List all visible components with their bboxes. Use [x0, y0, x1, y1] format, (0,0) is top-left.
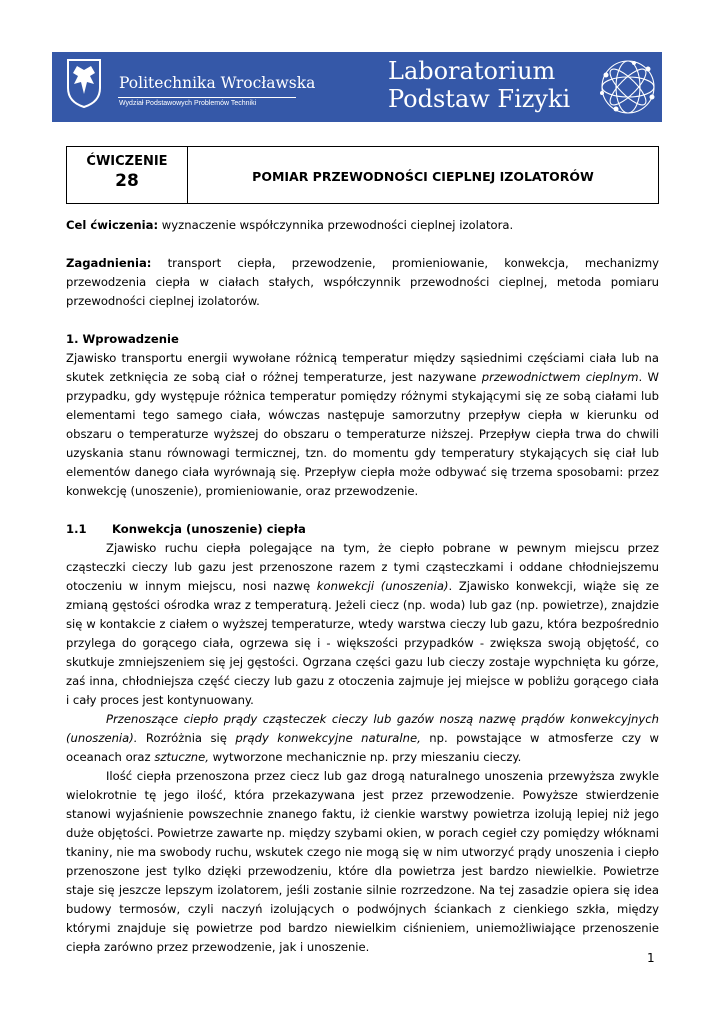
document-body: [66, 216, 659, 957]
section-title: Konwekcja (unoszenie) ciepła: [112, 522, 306, 536]
intro-heading: 1. Wprowadzenie: [66, 332, 179, 346]
topics-text: transport ciepła, przewodzenie, promieniowanie, konwekcja, mechanizmy przewodzenia ciepła w ciałach stałych, współczynnik przewodności cieplnej, metoda pomiaru przewodności cieplnej izolatorów.: [66, 256, 659, 308]
convection-paragraph-3: Ilość ciepła przenoszona przez ciecz lub gaz drogą naturalnego unoszenia przewyższa zwykle wielokrotnie tę jego ilość, która przekazywana jest przez przewodzenie. Powyższe stwierdzenie stanowi wyjaśnienie powszechnie znanego faktu, iż cienkie warstwy powietrza izolują lepiej niż jego duże objętości. Powietrze zawarte np. między szybami okien, w porach cegieł czy pomiędzy włóknami tkaniny, nie ma swobody ruchu, wskutek czego nie mogą się w nim utworzyć prądy unoszenia i ciepło przenoszone jest tylko dzięki przewodzeniu, które dla powietrza jest bardzo niewielkie. Powietrze staje się jeszcze lepszym izolatorem, jeśli zostanie silnie rozrzedzone. Na tej zasadzie opiera się idea budowy termosów, czyli naczyń izolujących o podwójnych ściankach z cienkiego szkła, między którymi znajduje się powietrze pod bardzo niewielkim ciśnieniem, uniemożliwiające przenoszenie ciepła zarówno przez przewodzenie, jak i unoszenie.: [66, 769, 659, 954]
globe-logo-icon: [596, 55, 660, 119]
convection-paragraph-2: Przenoszące ciepło prądy cząsteczek cieczy lub gazów noszą nazwę prądów konwekcyjnych (unoszenia). Rozróżnia się prądy konwekcyjne naturalne, np. powstające w atmosferze czy w oceanach oraz sztuczne, wytworzone mechanicznie np. przy mieszaniu cieczy.: [66, 712, 660, 764]
exercise-header-box: [66, 146, 659, 204]
header-banner: [52, 52, 662, 122]
exercise-number: 28: [115, 171, 139, 191]
lab-title: [388, 57, 570, 113]
exercise-title: POMIAR PRZEWODNOŚCI CIEPLNEJ IZOLATORÓW: [252, 169, 594, 184]
page-number: 1: [647, 951, 655, 965]
exercise-number-cell: [67, 147, 188, 203]
section-heading: [66, 520, 659, 539]
topics-label: Zagadnienia:: [66, 256, 152, 270]
intro-paragraph: Zjawisko transportu energii wywołane różnicą temperatur między sąsiednimi częściami ciała lub na skutek zetknięcia ze sobą ciał o różnej temperaturze, jest nazywane przewodnictwem cieplnym. W przypadku, gdy występuje różnica temperatur pomiędzy różnymi stykającymi się ze sobą ciałami lub elementami tego samego ciała, wówczas następuje samorzutny przepływ ciepła w kierunku od obszaru o temperaturze wyższej do obszaru o temperaturze niższej. Przepływ ciepła trwa do chwili uzyskania stanu równowagi termicznej, tzn. do momentu gdy temperatury stykających się ciał lub elementów danego ciała wyrównają się. Przepływ ciepła może odbywać się trzema sposobami: przez konwekcję (unoszenie), promieniowanie, oraz przewodzenie.: [66, 351, 659, 498]
topics-paragraph: [66, 254, 659, 311]
goal-text: wyznaczenie współczynnika przewodności cieplnej izolatora.: [158, 218, 514, 232]
convection-paragraph-1: Zjawisko ruchu ciepła polegające na tym, że ciepło pobrane w pewnym miejscu przez cząsteczki cieczy lub gazu jest przenoszone razem z tymi cząsteczkami i oddane chłodniejszemu otoczeniu w innym miejscu, nosi nazwę konwekcji (unoszenia). Zjawisko konwekcji, wiąże się ze zmianą gęstości ośrodka wraz z temperaturą. Jeżeli ciecz (np. woda) lub gaz (np. powietrze), znajdzie się w kontakcie z ciałem o wyższej temperaturze, wtedy warstwa cieczy lub gazu, która bezpośrednio przylega do gorącego ciała, ogrzewa się i - większości przypadków - zwiększa swoją objętość, co skutkuje zmniejszeniem się jej gęstości. Ogrzana części gazu lub cieczy zostaje wypchnięta ku górze, zaś inna, chłodniejsza część cieczy lub gazu z otoczenia zajmuje jej miejsce w pobliżu gorącego ciała i cały proces jest kontynuowany.: [66, 541, 659, 707]
university-eagle-logo-icon: [66, 58, 102, 108]
university-name: Politechnika Wrocławska: [119, 74, 316, 92]
lab-title-line2: Podstaw Fizyki: [388, 85, 571, 113]
department-name: Wydział Podstawowych Problemów Techniki: [119, 100, 257, 107]
section-number: 1.1: [66, 522, 87, 536]
lab-title-line1: Laboratorium: [388, 57, 556, 85]
goal-label: Cel ćwiczenia:: [66, 218, 159, 232]
header-divider: [118, 97, 296, 98]
exercise-label: ĆWICZENIE: [86, 154, 168, 169]
goal-paragraph: [66, 216, 659, 235]
